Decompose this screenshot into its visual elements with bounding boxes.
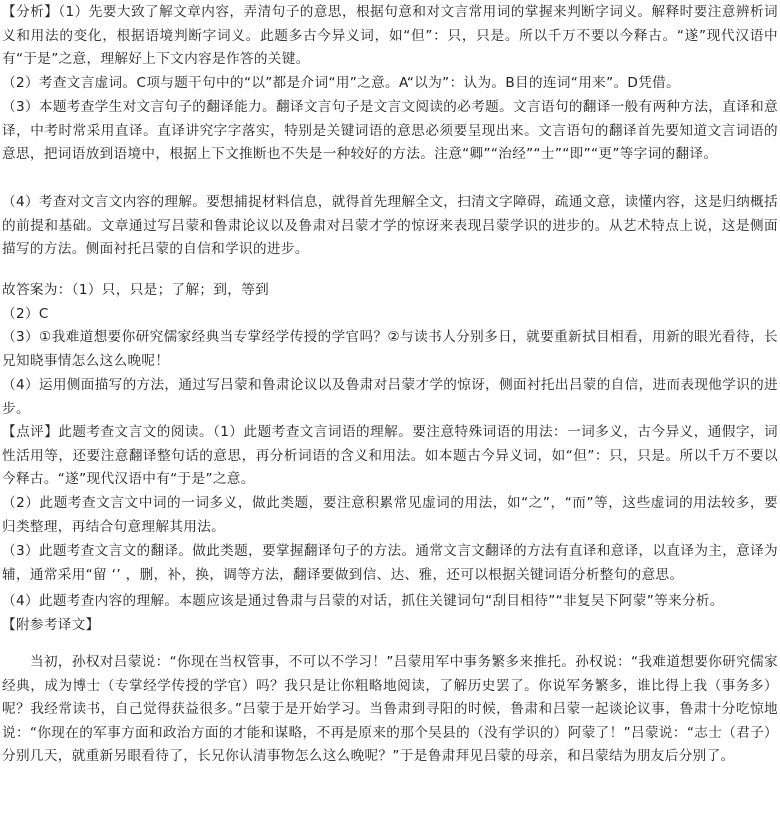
comment-part-1: 【点评】此题考查文言文的阅读。（1）此题考查文言词语的理解。要注意特殊词语的用法：一词多义，古今异义，通假字，词性活用等，还要注意翻译整句话的意思，再分析词语的含义和用法。如本题古今异义词，如“但”：只，只是。所以千万不要以今释古。“遂”现代汉语中有“于是”之意。 [2, 424, 778, 488]
comment-part-3: （3）此题考查文言文的翻译。做此类题，要掌握翻译句子的方法。通常文言文翻译的方法有直译和意译，以直译为主，意译为辅，通常采用“留 ‘’ ，删，补，换，调等方法，翻译要做到信、达、雅，还可以根据关键词语分析整句的意思。 [2, 543, 778, 583]
comment-part-2: （2）此题考查文言文中词的一词多义，做此类题，要注意积累常见虚词的用法，如“之”，“而”等，这些虚词的用法较多，要归类整理，再结合句意理解其用法。 [2, 495, 778, 535]
analysis-part-3: （3）本题考查学生对文言句子的翻译能力。翻译文言句子是文言文阅读的必考题。文言语句的翻译一般有两种方法，直译和意译，中考时常采用直译。直译讲究字字落实，特别是关键词语的意思必须要呈现出来。文言语句的翻译首先要知道文言词语的意思，把词语放到语境中，根据上下文推断也不失是一种较好的方法。注意“卿”“治经”“士”“即”“更”等字词的翻译。 [2, 99, 778, 163]
answer-line-3: （3）①我难道想要你研究儒家经典当专掌经学传授的学官吗？②与读书人分别多日，就要重新拭目相看，用新的眼光看待，长兄知晓事情怎么这么晚呢！ [2, 329, 778, 369]
analysis-part-2: （2）考查文言虚词。C项与题干句中的“以”都是介词“用”之意。A“以为”：认为。B目的连词“用来”。D凭借。 [2, 75, 681, 91]
answer-line-1: 故答案为：（1）只，只是；了解；到，等到 [2, 282, 270, 298]
reference-translation: 当初，孙权对吕蒙说：“你现在当权管事，不可以不学习！”吕蒙用军中事务繁多来推托。孙权说：“我难道想要你研究儒家经典，成为博士（专掌经学传授的学官）吗？我只是让你粗略地阅读，了解历史罢了。你说军务繁多，谁比得上我（事务多）呢？我经常读书，自己觉得获益很多。”吕蒙于是开始学习。当鲁肃到寻阳的时候，鲁肃和吕蒙一起谈论议事，鲁肃十分吃惊地说：“你现在的军事方面和政治方面的才能和谋略，不再是原来的那个吴县的（没有学识的）阿蒙了！”吕蒙说：“志士（君子）分别几天，就重新另眼看待了，长兄你认清事物怎么这么晚呢？”于是鲁肃拜见吕蒙的母亲，和吕蒙结为朋友后分别了。 [2, 654, 778, 765]
reference-title: 【附参考译文】 [2, 617, 100, 633]
analysis-part-4: （4）考查对文言文内容的理解。要想捕捉材料信息，就得首先理解全文，扫清文字障碍，疏通文意，读懂内容，这是归纳概括的前提和基础。文章通过写吕蒙和鲁肃论议以及鲁肃对吕蒙才学的惊讶来表现吕蒙学识的进步的。从艺术特点上说，这是侧面描写的方法。侧面衬托吕蒙的自信和学识的进步。 [2, 194, 778, 258]
comment-part-4: （4）此题考查内容的理解。本题应该是通过鲁肃与吕蒙的对话，抓住关键词句“刮目相待”“非复吴下阿蒙”等来分析。 [2, 593, 724, 609]
analysis-intro: 【分析】（1）先要大致了解文章内容，弄清句子的意思，根据句意和对文言常用词的掌握来判断字词义。解释时要注意辨析词义和用法的变化，根据语境判断字词义。此题多古今异义词，如“但”：只，只是。所以千万不要以今释古。“遂”现代汉语中有“于是”之意，理解好上下文内容是作答的关键。 [2, 4, 778, 68]
answer-line-4: （4）运用侧面描写的方法，通过写吕蒙和鲁肃论议以及鲁肃对吕蒙才学的惊讶，侧面衬托出吕蒙的自信，进而表现他学识的进步。 [2, 377, 778, 417]
answer-line-2: （2）C [2, 306, 49, 322]
